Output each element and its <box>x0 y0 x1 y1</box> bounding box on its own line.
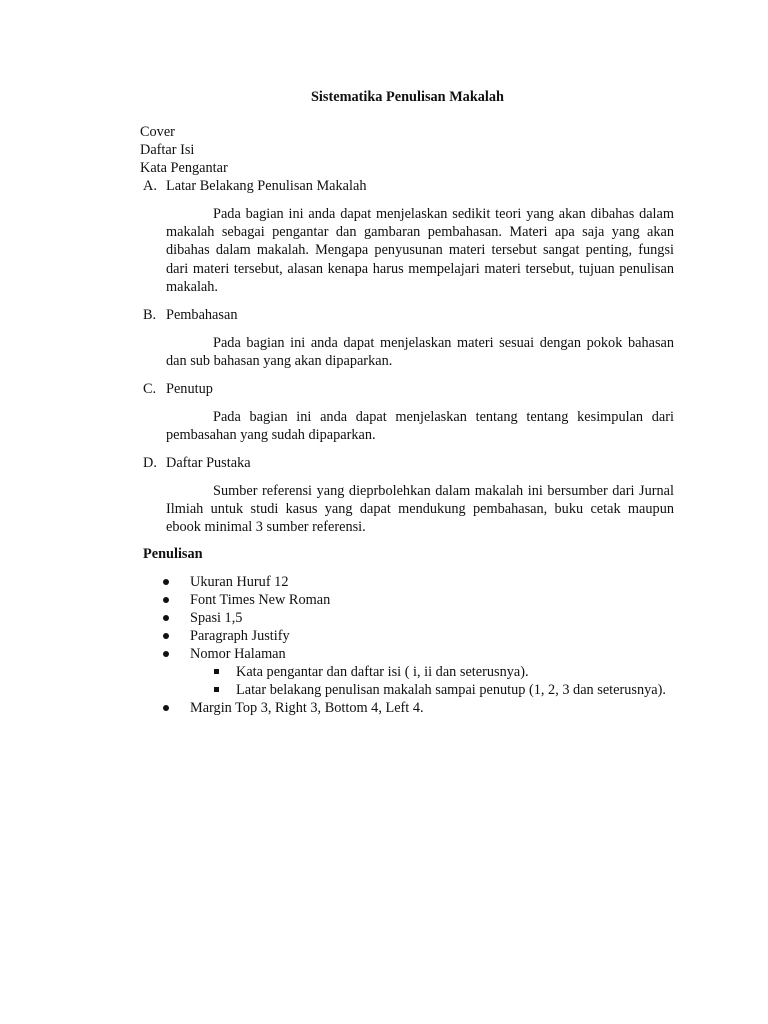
section-d-letter: D. <box>143 455 157 471</box>
bullet-dot-icon <box>163 705 169 711</box>
list-item-text: Nomor Halaman <box>190 646 286 662</box>
section-d-title: Daftar Pustaka <box>166 455 251 471</box>
penulisan-heading: Penulisan <box>143 546 203 562</box>
section-b-body: Pada bagian ini anda dapat menjelaskan materi sesuai dengan pokok bahasan dan sub bahasan yang akan dipaparkan. <box>166 335 674 370</box>
bullet-dot-icon <box>163 597 169 603</box>
section-c-body: Pada bagian ini anda dapat menjelaskan tentang tentang kesimpulan dari pembasahan yang sudah dipaparkan. <box>166 409 674 444</box>
list-item-text: Spasi 1,5 <box>190 610 243 626</box>
penulisan-bullet-list <box>0 573 768 717</box>
sub-list-item-text: Latar belakang penulisan makalah sampai penutup (1, 2, 3 dan seterusnya). <box>236 682 666 698</box>
document-title: Sistematika Penulisan Makalah <box>310 89 505 105</box>
section-c-title: Penutup <box>166 381 213 397</box>
list-item-text: Font Times New Roman <box>190 592 331 608</box>
list-item <box>0 627 768 645</box>
square-bullet-icon <box>214 669 219 674</box>
bullet-dot-icon <box>163 615 169 621</box>
list-item-text: Ukuran Huruf 12 <box>190 574 289 590</box>
bullet-dot-icon <box>163 651 169 657</box>
sub-list-item <box>0 681 768 699</box>
list-item-text: Margin Top 3, Right 3, Bottom 4, Left 4. <box>190 700 424 716</box>
list-item <box>0 591 768 609</box>
square-bullet-icon <box>214 687 219 692</box>
list-item-text: Paragraph Justify <box>190 628 290 644</box>
bullet-dot-icon <box>163 579 169 585</box>
bullet-dot-icon <box>163 633 169 639</box>
sub-list-item <box>0 663 768 681</box>
section-c-letter: C. <box>143 381 157 397</box>
list-item <box>0 573 768 591</box>
section-a-body: Pada bagian ini anda dapat menjelaskan sedikit teori yang akan dibahas dalam makalah sebagai pengantar dan gambaran pembahasan. Materi apa saja yang akan dibahas dalam makalah. Mengapa penyusunan materi tersebut sangat penting, fungsi dari materi tersebut, alasan kenapa harus mempelajari materi tersebut, tujuan penulisan makalah. <box>166 206 674 295</box>
section-d-body: Sumber referensi yang dieprbolehkan dalam makalah ini bersumber dari Jurnal Ilmiah untuk studi kasus yang dapat mendukung pembahasan, buku cetak maupun ebook minimal 3 sumber referensi. <box>166 483 674 536</box>
section-a-letter: A. <box>143 178 157 194</box>
section-b-letter: B. <box>143 307 157 323</box>
section-a-title: Latar Belakang Penulisan Makalah <box>166 178 367 194</box>
list-item <box>0 699 768 717</box>
list-item <box>0 645 768 663</box>
section-b-title: Pembahasan <box>166 307 238 323</box>
front-item-kata-pengantar: Kata Pengantar <box>140 160 228 176</box>
list-item <box>0 609 768 627</box>
front-item-cover: Cover <box>140 124 175 140</box>
front-item-daftar-isi: Daftar Isi <box>140 142 195 158</box>
sub-list-item-text: Kata pengantar dan daftar isi ( i, ii dan seterusnya). <box>236 664 529 680</box>
